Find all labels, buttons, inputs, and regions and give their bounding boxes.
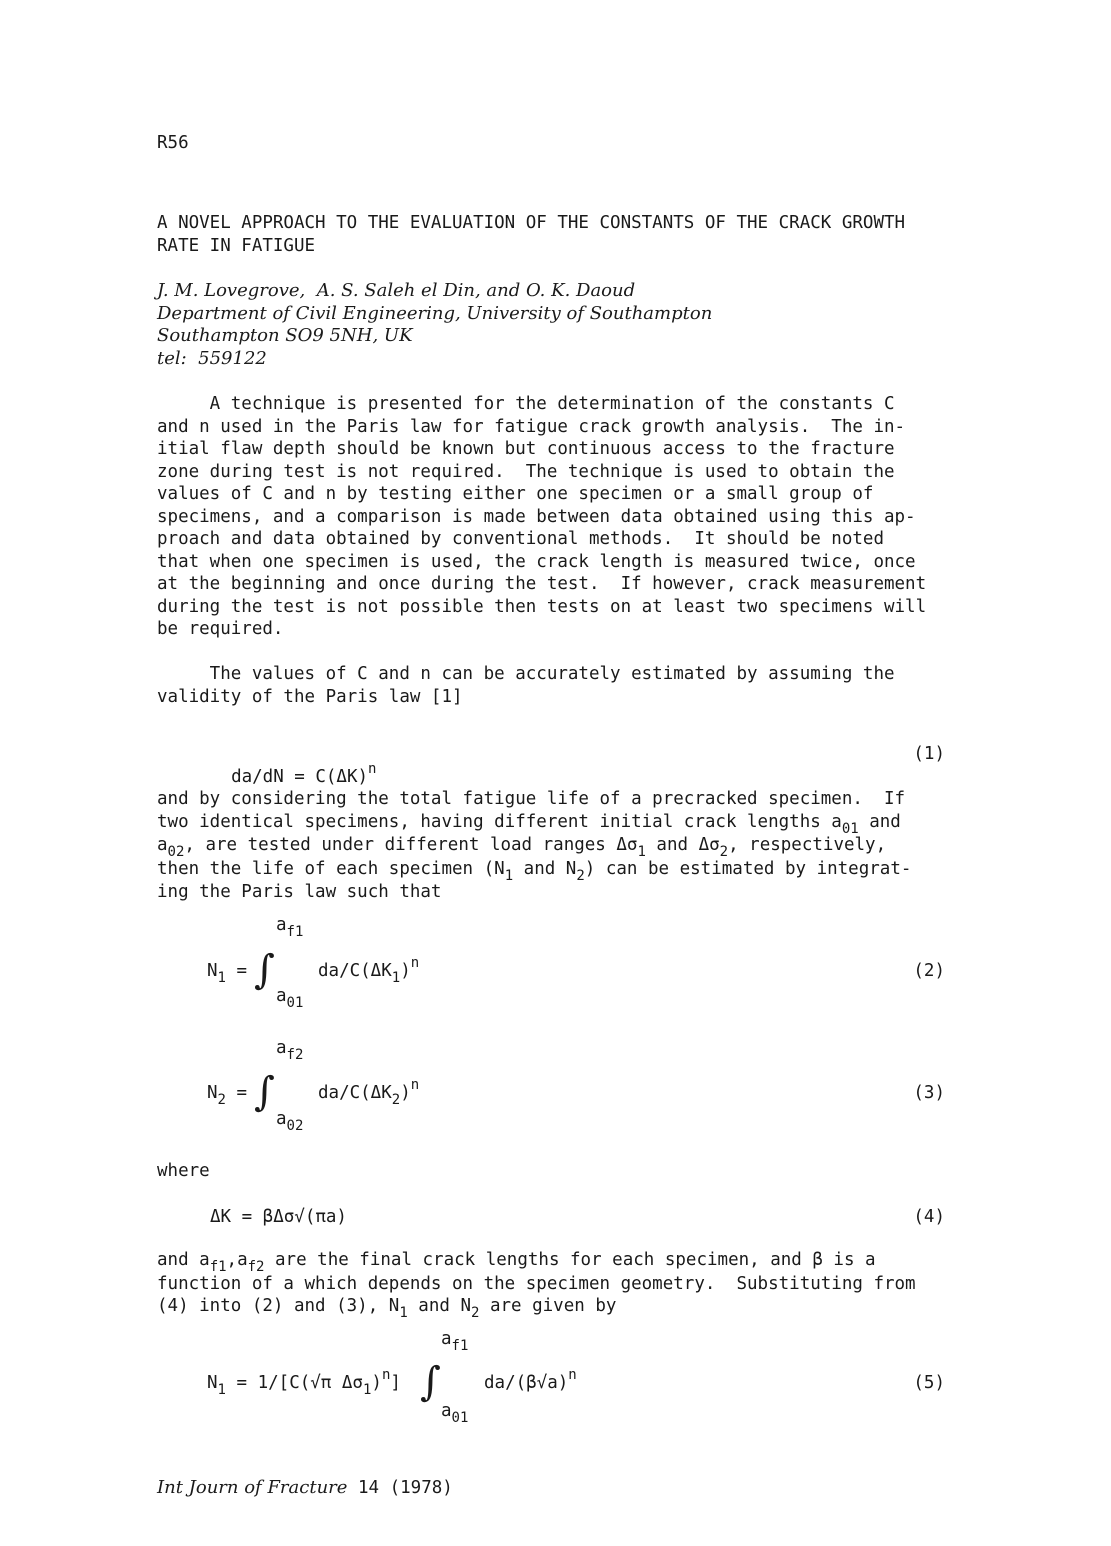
text-line: two identical specimens, having different initial crack lengths $a_{01}$ and <box>157 811 901 837</box>
author-block <box>157 280 977 370</box>
equation-5-upper-limit: $a_{f1}$ <box>441 1329 469 1354</box>
article-title <box>157 212 977 257</box>
text-line: $a_{02}$, are tested under different load ranges $\Delta\sigma_1$ and $\Delta\sigma_2$, respectively, <box>157 835 887 860</box>
author-names: J. M. Lovegrove, A. S. Saleh el Din, and O. K. Daoud <box>157 280 636 301</box>
equation-3-integrand: $da/C(\Delta K_2)^n$ <box>318 1077 420 1108</box>
page-number: R56 <box>157 133 189 153</box>
equation-2-upper-limit: $a_{f1}$ <box>276 915 304 940</box>
author-address: Southampton SO9 5NH, UK <box>157 325 413 346</box>
text-line: and $a_{f1},a_{f2}$ are the final crack lengths for each specimen, and β is a <box>157 1250 876 1275</box>
text-line: zone during test is not required. The technique is used to obtain the <box>157 461 895 482</box>
equation-3-lhs: $N_2$ = <box>207 1083 248 1108</box>
abstract-paragraph <box>157 393 977 641</box>
text-line: ing the Paris law such that <box>157 882 442 902</box>
equation-1 <box>210 743 376 789</box>
text-line: validity of the Paris law [1] <box>157 686 463 707</box>
text-line: A technique is presented for the determination of the constants C <box>157 394 895 414</box>
text-line: proach and data obtained by conventional methods. It should be noted <box>157 529 884 549</box>
text-line: and n used in the Paris law for fatigue crack growth analysis. The in- <box>157 416 906 437</box>
paragraph-specimens <box>157 788 977 904</box>
equation-1-number: (1) <box>913 744 945 764</box>
journal-volume: 14 (1978) <box>347 1478 453 1498</box>
text-line: The values of C and n can be accurately estimated by assuming the <box>157 664 895 684</box>
text-line: during the test is not possible then tests on at least two specimens will <box>157 596 927 617</box>
title-line: A NOVEL APPROACH TO THE EVALUATION OF THE CONSTANTS OF THE CRACK GROWTH <box>157 213 906 233</box>
equation-1-text: da/dN = C(ΔK) <box>231 766 369 787</box>
text-line: specimens, and a comparison is made between data obtained using this ap- <box>157 506 916 527</box>
author-affiliation: Department of Civil Engineering, University of Southampton <box>157 302 713 324</box>
integral-sign-icon: ∫ <box>254 1069 275 1115</box>
equation-2-integrand: $da/C(\Delta K_1)^n$ <box>318 955 420 986</box>
text-line: and by considering the total fatigue life of a precracked specimen. If <box>157 789 906 809</box>
equation-3-upper-limit: $a_{f2}$ <box>276 1038 304 1063</box>
author-telephone: tel: 559122 <box>157 347 267 369</box>
equation-5-lower-limit: $a_{01}$ <box>441 1401 469 1426</box>
equation-5-number: (5) <box>913 1373 945 1393</box>
text-line: then the life of each specimen ($N_1$ and $N_2$) can be estimated by integrat- <box>157 858 912 884</box>
equation-1-exponent: n <box>368 760 377 777</box>
text-line: at the beginning and once during the test. If however, crack measurement <box>157 574 927 594</box>
text-line: (4) into (2) and (3), $N_1$ and $N_2$ are given by <box>157 1296 617 1321</box>
journal-footer <box>157 1477 453 1500</box>
text-line: that when one specimen is used, the crack length is measured twice, once <box>157 551 916 572</box>
paragraph-paris-law <box>157 663 977 708</box>
equation-5-integrand: $da/(\beta√a)^n$ <box>484 1367 577 1393</box>
title-line: RATE IN FATIGUE <box>157 235 316 256</box>
equation-5-lhs: $N_1 = 1/[C(√\pi$ $\Delta\sigma_1)^n$] <box>207 1367 401 1398</box>
equation-2-lower-limit: $a_{01}$ <box>276 986 304 1011</box>
text-line: itial flaw depth should be known but continuous access to the fracture <box>157 439 895 459</box>
equation-2-number: (2) <box>913 961 945 981</box>
equation-4: ΔK = βΔσ√(πa) <box>210 1207 347 1227</box>
integral-sign-icon: ∫ <box>254 947 275 993</box>
where-text: where <box>157 1161 210 1181</box>
equation-3-number: (3) <box>913 1083 945 1103</box>
text-line: be required. <box>157 619 284 639</box>
journal-name: Int Journ of Fracture <box>157 1477 348 1498</box>
text-line: values of C and n by testing either one specimen or a small group of <box>157 484 874 504</box>
equation-4-number: (4) <box>913 1207 945 1227</box>
integral-sign-icon: ∫ <box>420 1359 441 1405</box>
text-line: function of a which depends on the specimen geometry. Substituting from <box>157 1273 916 1294</box>
equation-2-lhs: $N_1$ = <box>207 961 248 986</box>
equation-3-lower-limit: $a_{02}$ <box>276 1109 304 1134</box>
paragraph-final-lengths <box>157 1249 977 1319</box>
